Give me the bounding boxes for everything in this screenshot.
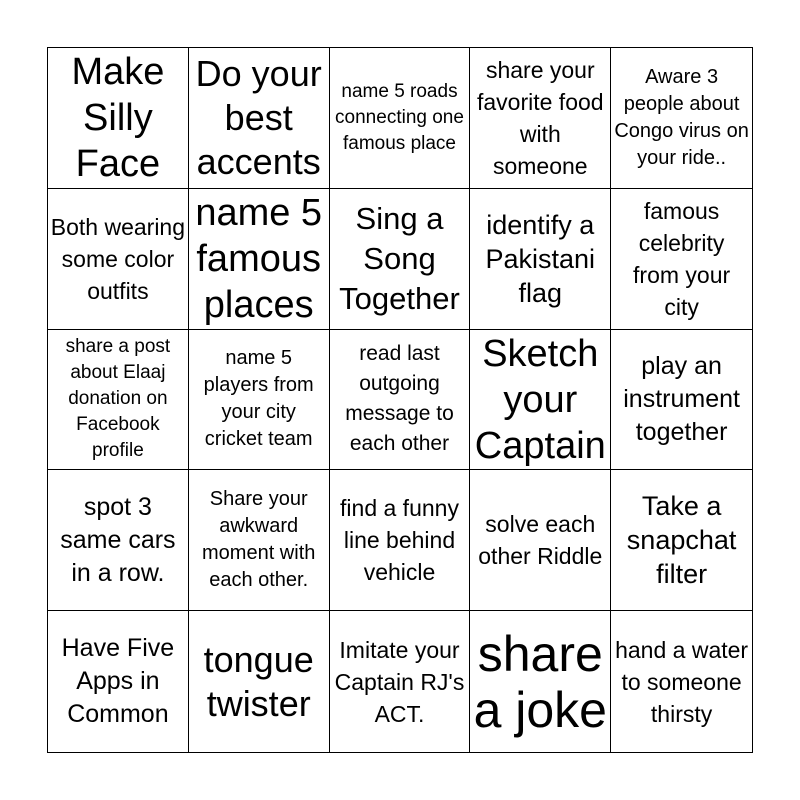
cell-text: spot 3 same cars in a row. — [60, 492, 176, 587]
cell-text: share a post about Elaaj donation on Facebook profile — [65, 336, 171, 462]
bingo-cell[interactable] — [330, 189, 471, 330]
cell-text: famous celebrity from your city — [633, 197, 731, 320]
bingo-cell[interactable] — [189, 48, 330, 189]
bingo-cell[interactable] — [189, 330, 330, 471]
bingo-cell[interactable] — [48, 330, 189, 471]
bingo-cell[interactable] — [189, 189, 330, 330]
cell-text: Aware 3 people about Congo virus on your ride.. — [614, 65, 749, 169]
bingo-cell[interactable] — [189, 470, 330, 611]
cell-text: name 5 roads connecting one famous place — [335, 80, 464, 154]
bingo-cell[interactable] — [611, 611, 752, 752]
cell-text: play an instrument together — [623, 351, 740, 446]
cell-text: Do your best accents — [195, 52, 322, 182]
cell-text: share a joke — [473, 625, 607, 738]
cell-text: identify a Pakistani flag — [485, 209, 596, 308]
cell-text: Have Five Apps in Common — [61, 634, 175, 729]
cell-text: share your favorite food with someone — [476, 56, 604, 179]
bingo-cell[interactable] — [48, 611, 189, 752]
bingo-cell[interactable] — [470, 470, 611, 611]
cell-text: read last outgoing message to each other — [345, 342, 454, 456]
bingo-cell[interactable] — [611, 470, 752, 611]
bingo-cell[interactable] — [470, 611, 611, 752]
bingo-cell[interactable] — [330, 611, 471, 752]
bingo-cell[interactable] — [48, 189, 189, 330]
cell-text: tongue twister — [203, 638, 314, 724]
cell-text: name 5 famous places — [195, 191, 323, 326]
bingo-cell[interactable] — [611, 48, 752, 189]
bingo-cell[interactable] — [189, 611, 330, 752]
cell-text: Sketch your Captain — [474, 332, 606, 467]
bingo-cell[interactable] — [330, 470, 471, 611]
cell-text: Imitate your Captain RJ's ACT. — [334, 636, 465, 727]
bingo-cell[interactable] — [48, 470, 189, 611]
cell-text: find a funny line behind vehicle — [340, 495, 459, 586]
cell-text: Both wearing some color outfits — [50, 213, 186, 304]
cell-text: Share your awkward moment with each other. — [202, 488, 316, 592]
cell-text: name 5 players from your city cricket team — [203, 347, 314, 451]
bingo-cell[interactable] — [48, 48, 189, 189]
bingo-cell[interactable] — [330, 48, 471, 189]
bingo-cell[interactable] — [470, 189, 611, 330]
cell-text: solve each other Riddle — [478, 511, 603, 570]
bingo-cell[interactable] — [470, 330, 611, 471]
cell-text: Take a snapchat filter — [626, 491, 737, 590]
bingo-cell[interactable] — [611, 330, 752, 471]
bingo-board — [47, 47, 753, 753]
cell-text: Sing a Song Together — [339, 200, 460, 316]
bingo-cell[interactable] — [470, 48, 611, 189]
cell-text: Make Silly Face — [71, 50, 165, 185]
bingo-cell[interactable] — [611, 189, 752, 330]
bingo-cell[interactable] — [330, 330, 471, 471]
cell-text: hand a water to someone thirsty — [615, 636, 749, 727]
